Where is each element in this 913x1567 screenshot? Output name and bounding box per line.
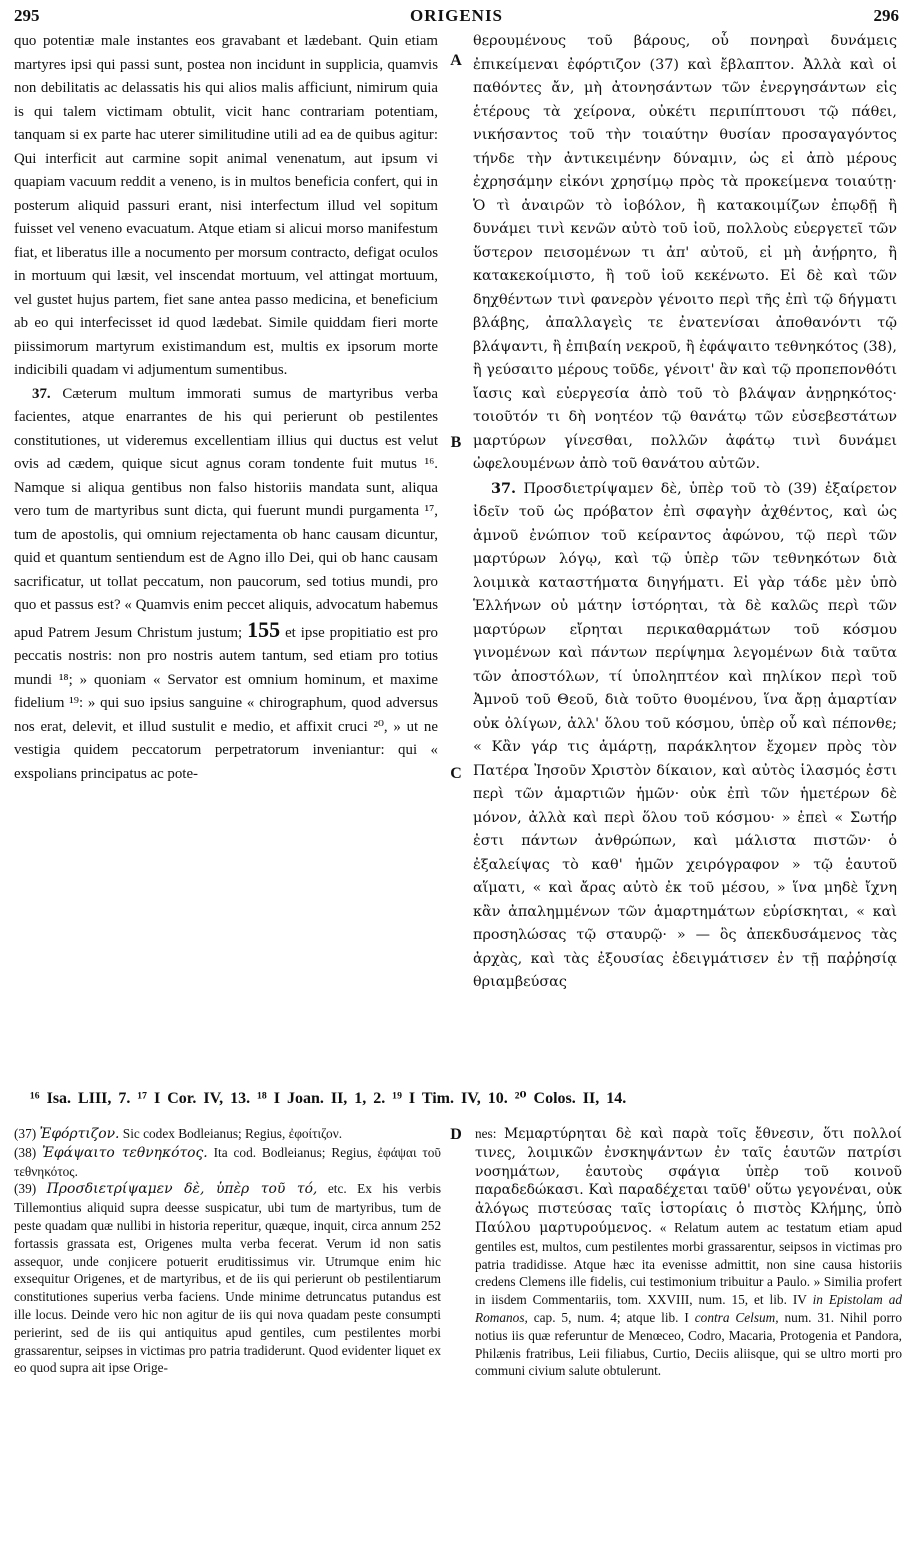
footnote-37 (14, 1125, 441, 1144)
footnote-lemma: Ἐφόρτιζον. (39, 1126, 120, 1142)
latin-text: Cæterum multum immorati sumus de martyribus verba facientes, atque enarrantes de his qui perierunt ob pestilentes constitutiones, ut videremus excellentiam illius qui ductus est velut ovis ad cædem, quique sicut agnus coram tondente fuit mutus ¹⁶. Namque si aliqua gentibus non falso historiis mandata sunt, aliqua vero tum de martyribus sunt dicta, qui fuerunt mundi purgamenta ¹⁷, tum de apostolis, qui omnium rejectamenta ob hanc causam dicuntur, quid et quantum sentiendum est de Agno illo Dei, qui ob hanc causam sacrificatur, ut tollat peccatum, non paucorum, sed totius mundi, pro quo et passus est? « Quamvis enim peccet aliquis, advocatum habemus apud Patrem Jesum Christum justum; (14, 385, 438, 641)
footnote-lemma: Προσδιετρίψαμεν δὲ, ὑπὲρ τοῦ τό, (46, 1181, 318, 1198)
greek-text: Προσδιετρίψαμεν δὲ, ὑπὲρ τοῦ τὸ (39) ἐξαίρετον ἰδεῖν τοῦ ὡς πρόβατον ἐπὶ σφαγὴν ἀχθέντος, καὶ ὡς ἀμνοῦ ἐνώπιον τοῦ κείραντος ἀφώνου, τῷ περὶ τῶν μαρτύρων λόγῳ, καὶ τῷ ὑπὲρ τῶν τεθνηκότων διὰ λοιμικὰ καταστήματα διηγήματι. Εἰ γὰρ τάδε μὲν ὑπὸ Ἑλλήνων οὐ μάτην ἱστόρηται, τὰ δὲ καλῶς περὶ τῶν μαρτύρων εἴρηται περικαθαρμάτων τοῦ κόσμου γινομένων καὶ πάντων περίψημα λεγομένων διὰ ταῦτα τῶν ἀποστόλων, τί ὑποληπτέον καὶ πηλίκον περὶ τοῦ Ἀμνοῦ τοῦ Θεοῦ, διὰ τοῦτο θυομένου, ἵνα ἄρῃ ἁμαρτίαν οὐκ ὀλίγων, ἀλλ' ὅλου τοῦ κόσμου, ὑπὲρ οὗ καὶ πέπονθε; « Κἂν γάρ τις ἁμάρτῃ, παράκλητον ἔχομεν πρὸς τὸν Πατέρα Ἰησοῦν Χριστὸν δίκαιον, καὶ αὐτὸς ἱλασμός ἐστι περὶ τῶν ἁμαρτιῶν ἡμῶν· οὐκ ἐπὶ τῶν ἡμετέρων δὲ μόνον, ἀλλὰ καὶ περὶ ὅλου τοῦ κόσμου· » ἐπεὶ « Σωτήρ ἐστι πάντων ἀνθρώπων, καὶ μάλιστα πιστῶν· ὁ ἐξαλείψας τὸ καθ' ἡμῶν χειρόγραφον » τῷ ἑαυτοῦ αἵματι, « καὶ ἄρας αὐτὸ ἐκ τοῦ μέσου, » ἵνα μηδὲ ἴχνη κἂν ἀπαλημμένων τῶν ἁμαρτημάτων εὑρίσκηται, « καὶ προσηλώσας τῷ σταυρῷ· » — ὃς ἀπεκδυσάμενος τὰς ἀρχὰς, καὶ τὰς ἐξουσίας ἐδειγμάτισεν ἐν τῇ παῤῥησίᾳ θριαμβεύσας (473, 480, 897, 990)
margin-marker-d: D (450, 1126, 462, 1143)
footnote-text: Sic codex Bodleianus; Regius, ἐφοίτιζον. (119, 1126, 343, 1141)
footnote-label: (39) (14, 1181, 47, 1197)
footnote-greek-quote: Μεμαρτύρηται δὲ καὶ παρὰ τοῖς ἔθνεσιν, ὅτι πολλοί τινες, λοιμικῶν ἐνσκηψάντων ἐν ταῖς ἑαυτῶν πατρίσι νοσημάτων, ἑαυτοὺς σφάγια ὑπὲρ τοῦ κοινοῦ παραδεδώκασι. Καὶ παραδέχεται ταῦθ' οὕτω γεγονέναι, οὐκ ἀλόγως πιστεύσας ταῖς ἱστορίαις ὁ πιστὸς Κλήμης, ὑπὸ Παύλου μαρτυρούμενος. (475, 1126, 902, 1236)
footnote-text: Ita cod. Bodleianus; Regius, ἐφάψαι τοῦ τεθνηκότος. (14, 1144, 441, 1179)
footnote-title: in Epistolam ad Romanos, (475, 1292, 902, 1325)
page-number-left: 295 (14, 6, 40, 25)
footnote-text: nes: (475, 1126, 504, 1141)
section-number: 37. (32, 385, 51, 402)
footnote-lemma: Ἐφάψαιτο τεθνηκότος. (42, 1144, 208, 1161)
greek-column (473, 30, 897, 1066)
section-number: 37. (491, 479, 517, 497)
column-number: 155 (247, 616, 281, 642)
greek-paragraph: θερουμένους τοῦ βάρους, οὗ πονηραὶ δυνάμεις ἐπικείμεναι ἐφόρτιζον (37) καὶ ἔβλαπτον. Ἀλλὰ καὶ οἱ παθόντες ἄν, μὴ ἀτονησάντων τῶν ἐνεργησάντων εἰς ἑτέρους τὰ χείρονα, οὐκέτι περιπίπτουσι τῷ πάθει, νικήσαντος τοῦ τὴν τοιαύτην θυσίαν προσαγαγόντος τήνδε τὴν ἀντικειμένην δύναμιν, ὡς εἰ ἀπὸ μέρους ἐχρησάμην εἰκόνι χρησίμῳ πρὸς τὰ προκείμενα τοιαύτῃ· Ὁ τὶ ἀναιρῶν τὸ ἰοβόλον, ἢ κατακοιμίζων ἐπῳδῇ ἢ δυνάμει τινὶ κενῶν αὐτὸ τοῦ ἰοῦ, πολλοὺς εὐεργετεῖ τῶν ὕστερον πεισομένων τι ἀπ' αὐτοῦ, εἰ μὴ ἀνῄρητο, ἢ κατακεκοίμιστο, ἢ τοῦ ἰοῦ κεκένωτο. Εἰ δὲ καὶ τῶν δηχθέντων τινὶ φανερὸν γένοιτο περὶ τῆς ἐπὶ τῷ δήγματι βλάβης, ἀπαλλαγεὶς τε ἐνατενίσαι ἀποθανόντι τῷ βλάψαντι, ἢ ἐπιβαίη νεκροῦ, ἢ ἐφάψαιτο τεθνηκότος (38), ἢ γεύσαιτο μέρους τοῦδε, γένοιτ' ἂν καὶ τῷ προπεπονθότι ἴασις καὶ εὐεργεσία ἀπὸ τοῦ τὸ βλάψαν ἀνῃρηκότος· τοιοῦτόν τι δὴ νοητέον τῷ θανάτῳ τῶν εὐσεβεστάτων μαρτύρων γίνεσθαι, πολλῶν ἀφάτῳ τινὶ δυνάμει ὠφελουμένων ἀπὸ τοῦ θανάτου αὐτῶν. (473, 33, 897, 472)
footnote-label: (38) (14, 1144, 43, 1160)
footnotes-right (475, 1125, 902, 1561)
footnotes-left (14, 1125, 441, 1561)
footnote-39-continued (475, 1125, 902, 1380)
running-title: ORIGENIS (409, 6, 504, 25)
latin-text: et ipse propitiatio est pro peccatis nostris: non pro nostris autem tantum, sed etiam pro totius mundi ¹⁸; » quoniam « Servator est omnium hominum, et maxime fidelium ¹⁹: » qui suo ipsius sanguine « chirographum, quod adversus nos erat, delevit, et illud sustulit e medio, et affixit cruci ²⁰, » ut ne vestigia quidem peccatorum perpetratorum inveniantur: qui « exspolians principatus ac pote- (14, 624, 438, 782)
greek-paragraph-37 (473, 477, 897, 995)
latin-paragraph-37 (14, 383, 438, 787)
margin-marker-b: B (450, 434, 462, 451)
footnote-label: (37) (14, 1126, 40, 1141)
latin-column (14, 30, 438, 1066)
margin-marker-a: A (450, 52, 462, 69)
footnote-text: « Relatum autem ac testatum etiam apud gentiles est, multos, cum pestilentes morbi grassarentur, seipsos in victimas pro patria tradidisse. Atque hæc ita evenisse admittit, non sine causa historiis credens Clemens ille fidelis, cui testimonium tribuitur a Paulo. » Similia profert in iisdem Commentariis, tom. XXVIII, num. 15, et lib. IV (475, 1219, 902, 1308)
footnote-38 (14, 1144, 441, 1181)
margin-marker-c: C (450, 765, 462, 782)
footnote-39 (14, 1180, 441, 1377)
scripture-references: ¹⁶ Isa. LIII, 7. ¹⁷ I Cor. IV, 13. ¹⁸ I Joan. II, 1, 2. ¹⁹ I Tim. IV, 10. ²⁰ Colos. II, 14. (30, 1090, 627, 1107)
footnote-text: etc. Ex his verbis Tillemontius aliquid supra deesse suspicatur, ubi tum de martyribus, tum de peste quadam quæ nullibi in historia reperitur, quæque, inquit, circa annum 252 fortassis grassata est, Origenes multa verba fecerat. Verum id non satis assequor, unde conjicere potuerit eruditissimus vir. Utrumque enim hic exsequitur Origenes, et de martyribus, et de iis qui perierunt ob pestilentiarum constitutiones superius verba faciens. Unde minime detruncatus putandus est ille locus. Deinde vero hic non agitur de iis qui nova quadam peste consumpti perierint, sed de iis qui antiquitus apud gentiles, cum pestilentes morbi grassarentur, seipses in victimas pro patria tradiderunt. Quod evidenter liquet ex eo quod supra ait ipse Orige- (14, 1181, 441, 1376)
footnote-text: cap. 5, num. 4; atque lib. I (527, 1309, 695, 1325)
footnote-text: num. 31. Nihil porro notius iis quæ referuntur de Menœceo, Codro, Macaria, Protogenia et Pandora, Philænis fratribus, Leii filiabus, Curtio, Deciis aliisque, qui se ultro morti pro communi civium salute obtulerunt. (475, 1309, 902, 1379)
page-number-right: 296 (873, 6, 899, 25)
footnote-title: contra Celsum, (694, 1309, 779, 1325)
latin-paragraph: quo potentiæ male instantes eos gravabant et lædebant. Quin etiam martyres ipsi qui passi sunt, postea non incidunt in supplicia, quamvis non debilitatis ac delassatis his qui alios malis afficiunt, nimirum quia is qui talem victimam obtulit, vicit hanc contrariam potentiam, tanquam si ex parte hac uterer similitudine utili ad ea de quibus agitur: Qui interficit aut carmine sopit animal venenatum, aut ipsum vi quapiam vacuum reddit a veneno, is in multos beneficia confert, qui in posterum aliquid passuri erant, nisi interfectum illud vel sopitum fuisset vel veneno evacuatum. Atque etiam si alicui morso manifestum fiat, et liberatus ille a nocumento per morsum contracto, defigat oculos in mortuum qui læsit, vel inscendat mortuum, vel attingat mortuum, vel gustet hujus partem, fiet sane antea passo medicina, et beneficium ab eo qui interfecisset id quod lædebat. Simile quiddam fieri morte piissimorum martyrum existimandum est, multis ex ipsorum morte indicibili quadam vi adjumentum sumentibus. (14, 33, 438, 378)
